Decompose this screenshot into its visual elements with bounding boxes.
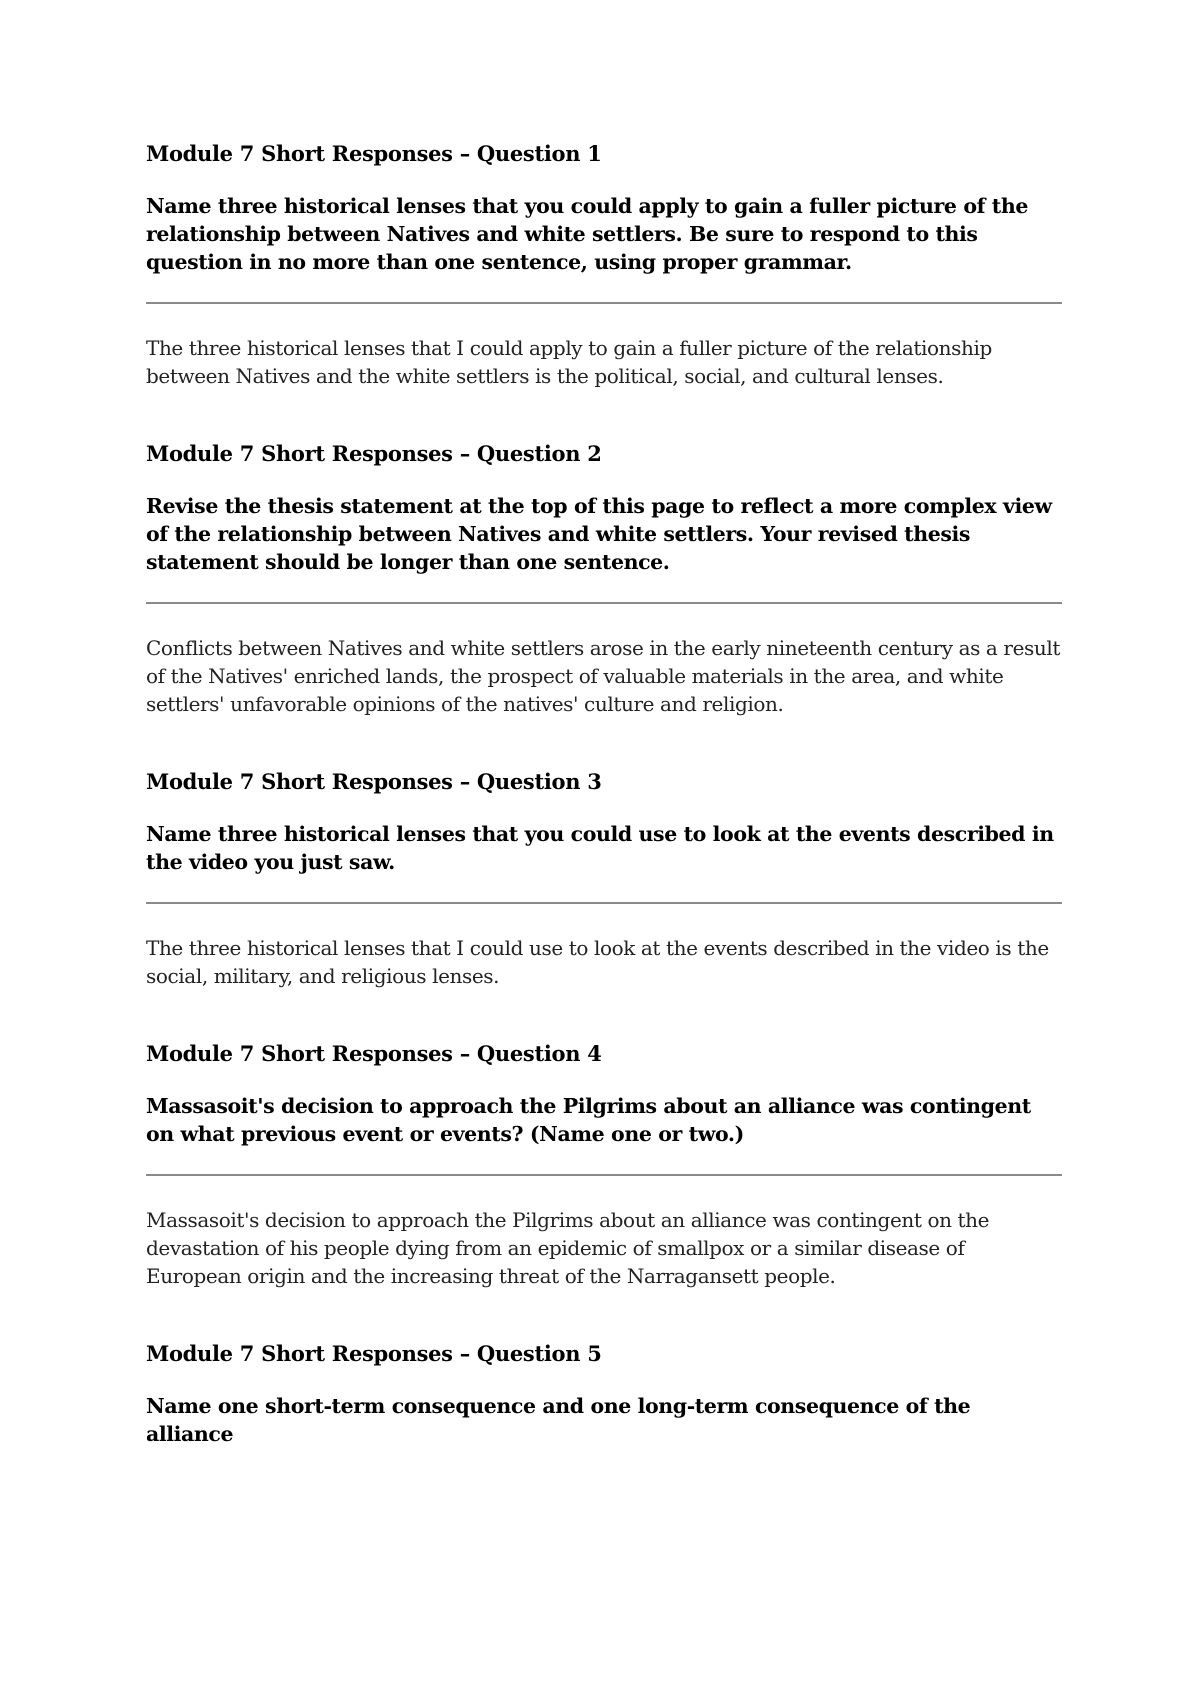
- question-3-title: Module 7 Short Responses – Question 3: [146, 769, 602, 794]
- question-1-prompt: Name three historical lenses that you could apply to gain a fuller picture of the relationship between Natives and white settlers. Be sure to respond to this question in no more than one sentence, using proper grammar.: [146, 194, 1028, 274]
- question-4-title: Module 7 Short Responses – Question 4: [146, 1041, 602, 1066]
- question-5-prompt: Name one short-term consequence and one long-term consequence of the alliance: [146, 1394, 971, 1446]
- question-4-prompt: Massasoit's decision to approach the Pilgrims about an alliance was contingent on what previous event or events? (Name one or two.): [146, 1094, 1031, 1146]
- question-2-section: [146, 440, 1062, 718]
- question-2-prompt: Revise the thesis statement at the top of this page to reflect a more complex view of the relationship between Natives and white settlers. Your revised thesis statement should be longer than one sentence.: [146, 494, 1052, 574]
- question-5-title: Module 7 Short Responses – Question 5: [146, 1341, 602, 1366]
- question-5-section: [146, 1340, 1062, 1448]
- document-page: [146, 140, 1062, 1448]
- question-1-section: [146, 140, 1062, 390]
- question-1-title: Module 7 Short Responses – Question 1: [146, 141, 602, 166]
- question-3-answer: The three historical lenses that I could use to look at the events described in the video is the social, military, and religious lenses.: [146, 936, 1049, 988]
- question-2-answer: Conflicts between Natives and white settlers arose in the early nineteenth century as a result of the Natives' enriched lands, the prospect of valuable materials in the area, and white settlers' unfavorable opinions of the natives' culture and religion.: [146, 636, 1060, 716]
- question-4-answer: Massasoit's decision to approach the Pilgrims about an alliance was contingent on the devastation of his people dying from an epidemic of smallpox or a similar disease of European origin and the increasing threat of the Narragansett people.: [146, 1208, 990, 1288]
- question-3-section: [146, 768, 1062, 990]
- question-2-title: Module 7 Short Responses – Question 2: [146, 441, 602, 466]
- question-3-prompt: Name three historical lenses that you could use to look at the events described in the video you just saw.: [146, 822, 1054, 874]
- question-4-section: [146, 1040, 1062, 1290]
- question-1-answer: The three historical lenses that I could apply to gain a fuller picture of the relationship between Natives and the white settlers is the political, social, and cultural lenses.: [146, 336, 992, 388]
